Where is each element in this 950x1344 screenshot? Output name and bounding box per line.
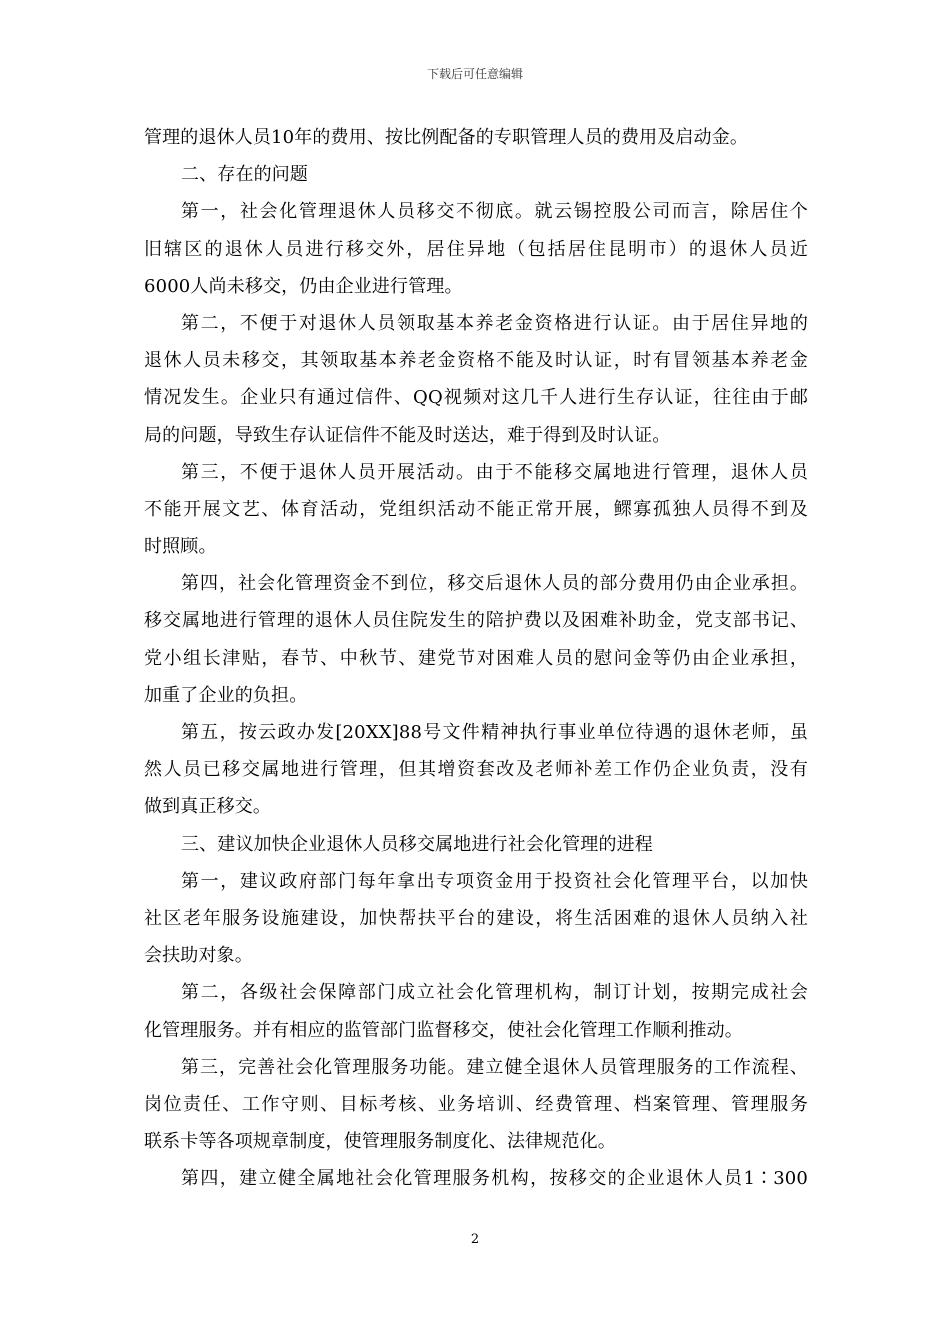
text-line: 然人员已移交属地进行管理，但其增资套改及老师补差工作仍企业负责，没有	[144, 759, 808, 781]
text-line: 旧辖区的退休人员进行移交外，居住异地（包括居住昆明市）的退休人员近	[144, 238, 808, 260]
page-header: 下载后可任意编辑	[426, 67, 523, 81]
text-line: 社区老年服务设施建设，加快帮扶平台的建设，将生活困难的退休人员纳入社	[144, 907, 808, 929]
text-line: 党小组长津贴，春节、中秋节、建党节对困难人员的慰问金等仍由企业承担，	[144, 647, 808, 669]
text-line: 第三，不便于退休人员开展活动。由于不能移交属地进行管理，退休人员	[181, 461, 808, 483]
text-line: 第一，社会化管理退休人员移交不彻底。就云锡控股公司而言，除居住个	[181, 201, 808, 223]
text-line: 加重了企业的负担。	[144, 684, 308, 706]
text-line: 第四，社会化管理资金不到位，移交后退休人员的部分费用仍由企业承担。	[181, 573, 808, 595]
page-number: 2	[470, 1232, 480, 1247]
text-line: 化管理服务。并有相应的监管部门监督移交，使社会化管理工作顺利推动。	[144, 1019, 743, 1041]
text-line: 第三，完善社会化管理服务功能。建立健全退休人员管理服务的工作流程、	[181, 1056, 808, 1078]
text-line: 第二，不便于对退休人员领取基本养老金资格进行认证。由于居住异地的	[181, 312, 808, 334]
text-line: 情况发生。企业只有通过信件、QQ视频对这几千人进行生存认证，往往由于邮	[144, 387, 808, 409]
text-line: 岗位责任、工作守则、目标考核、业务培训、经费管理、档案管理、管理服务	[144, 1093, 808, 1115]
text-line: 退休人员未移交，其领取基本养老金资格不能及时认证，时有冒领基本养老金	[144, 350, 808, 372]
text-line: 第二，各级社会保障部门成立社会化管理机构，制订计划，按期完成社会	[181, 982, 808, 1004]
text-line: 第四，建立健全属地社会化管理服务机构，按移交的企业退休人员1∶300	[181, 1168, 808, 1190]
text-line: 第一，建议政府部门每年拿出专项资金用于投资社会化管理平台，以加快	[181, 870, 808, 892]
document-body	[144, 119, 808, 1197]
text-line: 局的问题，导致生存认证信件不能及时送达，难于得到及时认证。	[144, 424, 671, 446]
text-line: 管理的退休人员10年的费用、按比例配备的专职管理人员的费用及启动金。	[144, 127, 749, 148]
text-line: 6000人尚未移交，仍由企业进行管理。	[144, 275, 463, 297]
text-line: 做到真正移交。	[144, 796, 272, 818]
text-line: 移交属地进行管理的退休人员住院发生的陪护费以及困难补助金，党支部书记、	[144, 610, 808, 632]
text-line: 二、存在的问题	[181, 164, 309, 186]
text-line: 时照顾。	[144, 536, 217, 558]
text-line: 三、建议加快企业退休人员移交属地进行社会化管理的进程	[181, 833, 653, 855]
text-line: 不能开展文艺、体育活动，党组织活动不能正常开展，鳏寡孤独人员得不到及	[144, 498, 808, 520]
text-line: 会扶助对象。	[144, 945, 253, 967]
text-line: 联系卡等各项规章制度，使管理服务制度化、法律规范化。	[144, 1131, 616, 1153]
text-line: 第五，按云政办发[20XX]88号文件精神执行事业单位待遇的退休老师，虽	[181, 722, 808, 743]
